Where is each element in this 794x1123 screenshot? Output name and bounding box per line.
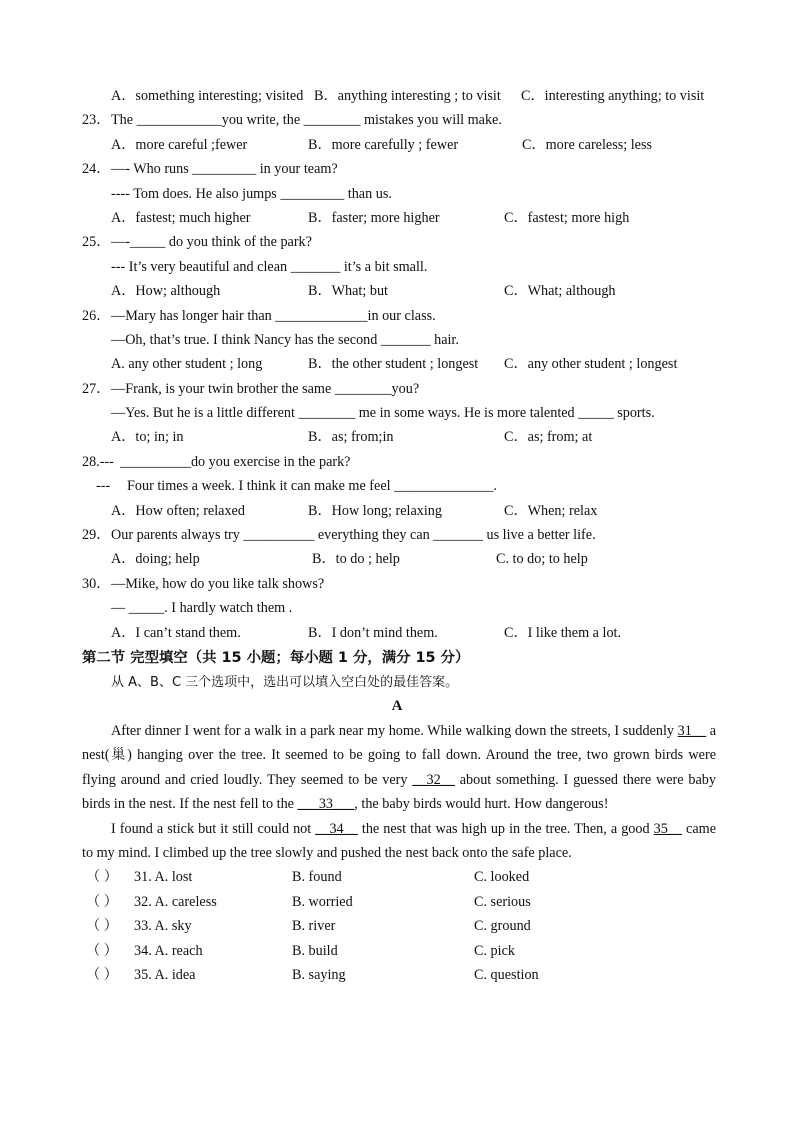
q26-options [0,352,794,376]
q26-option-b: B．the other student ; longest [308,356,479,373]
q25-stem-2 [0,255,794,279]
q30-options [0,621,794,645]
blank-32: __32__ [412,771,455,788]
q25-line-1: —-_____ do you think of the park? [111,234,312,251]
answer-paren-31: （ ） [86,869,118,886]
p1-text-4: , the baby birds would hurt. How dangerous! [354,796,609,813]
q29-number: 29． [82,527,111,544]
q24-option-b: B．faster; more higher [308,209,440,226]
blank-33: ___33___ [297,796,355,813]
choice-row-33 [0,914,794,938]
choice-34-a: 34. A. reach [134,942,203,959]
q25-line-2: --- It’s very beautiful and clean _______ it’s a bit small. [111,258,428,275]
choice-35-b: B. saying [292,966,346,983]
blank-34: __34__ [315,820,358,837]
q23-options [0,133,794,157]
q27-number: 27． [82,380,111,397]
q25-option-b: B．What; but [308,283,388,300]
q22-option-c: C．interesting anything; to visit [521,88,705,104]
q24-line-1: —- Who runs _________ in your team? [111,161,338,178]
q26-number: 26． [82,307,111,324]
q28-number: 28.--- [82,453,114,470]
q28-options [0,499,794,523]
q30-line-1: —Mike, how do you like talk shows? [111,575,325,592]
q28-option-c: C．When; relax [504,502,598,519]
q29-options [0,547,794,571]
q27-line-2: —Yes. But he is a little different ________ me in some ways. He is more talented _____ sports. [111,405,655,422]
q27-line-1: —Frank, is your twin brother the same ________you? [111,380,420,397]
q24-option-c: C．fastest; more high [504,209,630,226]
choice-31-a: 31. A. lost [134,869,193,886]
q28-dash: --- [96,478,111,495]
q30-stem [0,572,794,596]
q30-number: 30． [82,575,111,592]
q24-stem [0,157,794,181]
passage-paragraph-1 [0,719,716,817]
q27-option-c: C．as; from; at [504,429,593,446]
answer-paren-35: （ ） [86,966,118,983]
section-2-title: 第二节 完型填空（共 15 小题；每小题 1 分，满分 15 分） [82,649,470,666]
q27-stem [0,377,794,401]
choice-31-b: B. found [292,869,342,886]
p2-text-1: I found a stick but it still could not [111,820,316,837]
q30-option-b: B．I don’t mind them. [308,624,438,641]
q28-option-b: B．How long; relaxing [308,502,442,519]
q24-option-a: A．fastest; much higher [111,209,251,226]
choice-34-b: B. build [292,942,338,959]
q28-stem-2 [0,474,794,498]
exam-page [0,84,794,987]
q27-option-a: A．to; in; in [111,429,184,446]
q26-option-c: C．any other student ; longest [504,356,678,373]
q26-line-1: —Mary has longer hair than _____________in our class. [111,307,436,324]
q23-text: The ____________you write, the ________ mistakes you will make. [111,112,502,129]
q22-options-row [0,84,794,108]
choice-34-c: C. pick [474,942,515,959]
choice-32-b: B. worried [292,893,353,910]
p1-text-3: about something. I guessed there were baby birds in the nest. If the nest fell to the [82,771,716,813]
choice-35-a: 35. A. idea [134,966,196,983]
answer-paren-34: （ ） [86,942,118,959]
q28-option-a: A．How often; relaxed [111,502,245,519]
q24-line-2: ---- Tom does. He also jumps _________ than us. [111,185,392,202]
q30-option-a: A．I can’t stand them. [111,624,241,641]
q29-option-b: B．to do ; help [312,551,400,568]
q29-line-1: Our parents always try __________ everything they can _______ us live a better life. [111,527,596,544]
q23-number: 23． [82,112,111,129]
q27-options [0,425,794,449]
q28-stem [0,450,794,474]
q28-line-2: Four times a week. I think it can make me feel ______________. [127,478,497,495]
q23-option-b: B．more carefully ; fewer [308,136,459,153]
q24-options [0,206,794,230]
q24-stem-2 [0,182,794,206]
choice-row-31 [0,865,794,889]
q29-option-c: C. to do; to help [496,551,588,568]
q26-line-2: —Oh, that’s true. I think Nancy has the second _______ hair. [111,331,459,348]
p2-text-3: came to my mind. I climbed up the tree slowly and pushed the nest back onto the safe place. [82,820,716,862]
p1-text-2: a nest(巢) hanging over the tree. It seemed to be going to fall down. Around the tree, two grown birds were flying around and cried loudly. They seemed to be very [82,722,716,788]
q27-option-b: B．as; from;in [308,429,394,446]
choice-33-c: C. ground [474,918,531,935]
choice-33-b: B. river [292,918,336,935]
q22-option-a: A．something interesting; visited [111,88,304,104]
section-2-instruction [0,671,794,694]
q23-option-c: C．more careless; less [522,136,653,153]
q30-stem-2 [0,596,794,620]
q28-line-1: __________do you exercise in the park? [120,453,351,470]
q23-stem [0,108,794,132]
q22-option-b: B．anything interesting ; to visit [314,88,501,104]
q26-stem [0,304,794,328]
q29-option-a: A．doing; help [111,551,200,568]
q26-option-a: A. any other student ; long [111,356,263,373]
p2-text-2: the nest that was high up in the tree. Then, a good [357,820,654,837]
choice-row-32 [0,890,794,914]
q25-stem [0,230,794,254]
q29-stem [0,523,794,547]
choice-31-c: C. looked [474,869,530,886]
q24-number: 24． [82,161,111,178]
choice-row-35 [0,963,794,987]
choice-35-c: C. question [474,966,539,983]
q25-option-c: C．What; although [504,283,616,300]
q30-line-2: — _____. I hardly watch them . [111,600,293,617]
q25-options [0,279,794,303]
answer-paren-33: （ ） [86,918,118,935]
q26-stem-2 [0,328,794,352]
passage-paragraph-2 [0,817,716,866]
passage-label: A [391,697,403,714]
blank-35: 35__ [653,820,683,837]
q23-option-a: A．more careful ;fewer [111,136,248,153]
choice-row-34 [0,939,794,963]
choice-33-a: 33. A. sky [134,918,192,935]
q25-option-a: A．How; although [111,283,221,300]
blank-31: 31__ [677,722,707,739]
p1-text-1: After dinner I went for a walk in a park near my home. While walking down the streets, I suddenly [111,722,678,739]
choice-32-c: C. serious [474,893,531,910]
instruction-text: 从 A、B、C 三个选项中，选出可以填入空白处的最佳答案。 [111,674,459,690]
choice-32-a: 32. A. careless [134,893,217,910]
q25-number: 25． [82,234,111,251]
q30-option-c: C．I like them a lot. [504,624,622,641]
section-2-heading [0,645,794,671]
q27-stem-2 [0,401,794,425]
answer-paren-32: （ ） [86,893,118,910]
